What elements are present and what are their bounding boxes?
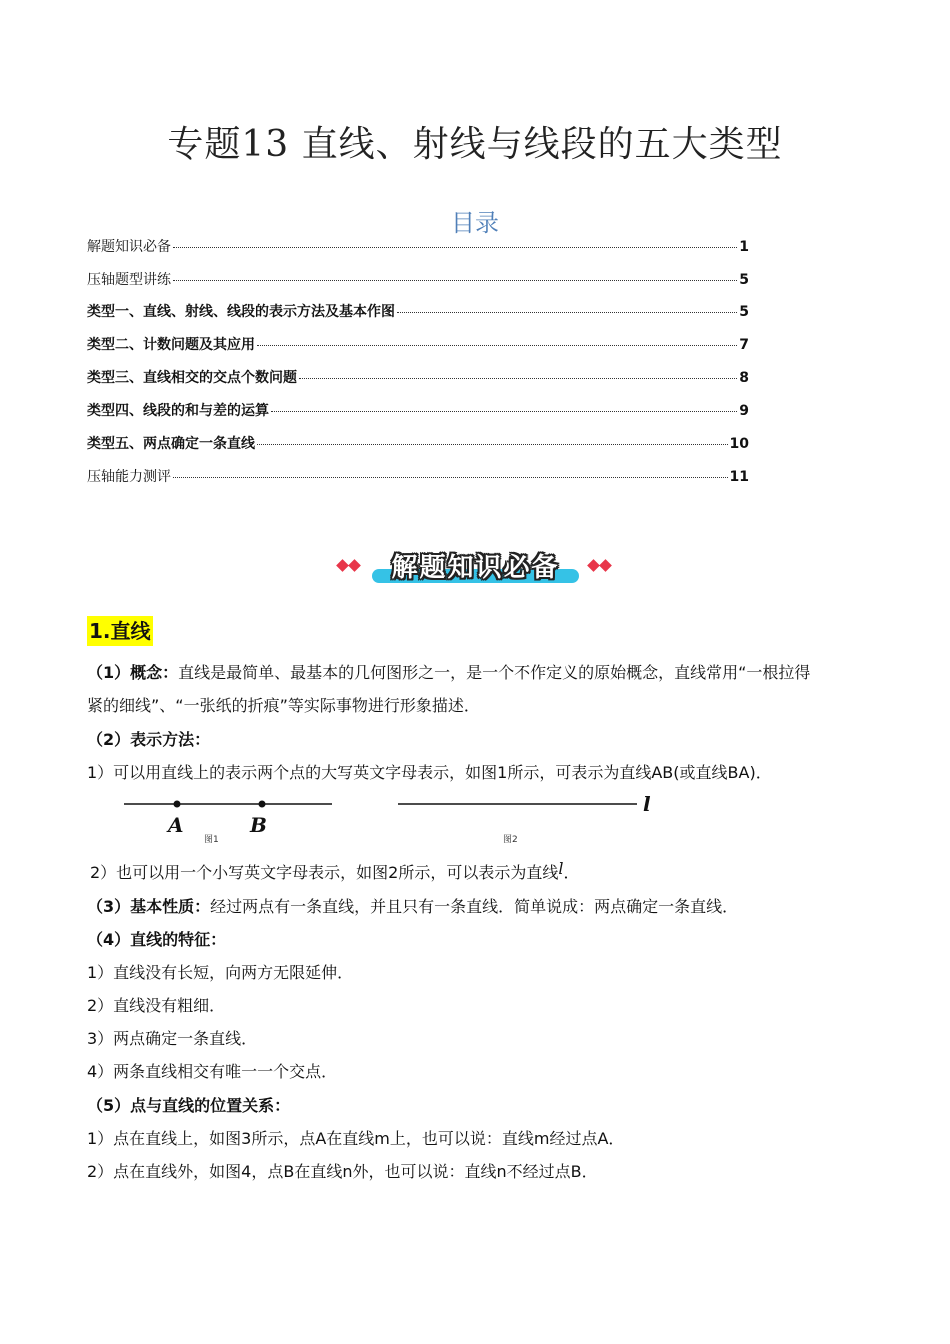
features-label: （4）直线的特征：: [87, 930, 227, 949]
point-b-label: B: [250, 813, 267, 837]
toc-leader-dots: [299, 378, 737, 379]
toc-item[interactable]: [87, 334, 749, 354]
toc-item[interactable]: [87, 367, 749, 387]
concept-text-1: 直线是最简单、最基本的几何图形之一，是一个不作定义的原始概念，直线常用“一根拉得: [178, 663, 811, 682]
repr-line-2-end: ．: [563, 863, 580, 882]
concept-text-2: 紧的细线”、“一张纸的折痕”等实际事物进行形象描述．: [87, 696, 480, 715]
toc-item-page: 5: [739, 272, 749, 288]
banner-title: 解题知识必备: [391, 553, 560, 583]
feature-4: 4）两条直线相交有唯一一个交点．: [87, 1062, 338, 1081]
toc-item-page: 10: [729, 436, 749, 452]
diamond-icon: [587, 559, 600, 572]
toc-item-page: 1: [739, 239, 749, 255]
toc-item-label: 类型五、两点确定一条直线: [87, 436, 255, 452]
repr-label: （2）表示方法：: [87, 730, 211, 749]
repr-line-1: 1）可以用直线上的表示两个点的大写英文字母表示，如图1所示，可表示为直线AB(或直线BA)．: [87, 763, 772, 782]
figure-1: [120, 790, 340, 850]
toc-item-label: 类型四、线段的和与差的运算: [87, 403, 269, 419]
toc-leader-dots: [173, 280, 737, 281]
property-paragraph: [87, 897, 867, 917]
page-title: 专题13 直线、射线与线段的五大类型: [167, 124, 783, 165]
toc-item-label: 类型一、直线、射线、线段的表示方法及基本作图: [87, 304, 395, 320]
section-banner: [335, 545, 620, 590]
repr-line-2-text: 2）也可以用一个小写英文字母表示，如图2所示，可以表示为直线: [90, 863, 559, 882]
toc-item[interactable]: [87, 236, 749, 256]
point-a-dot: [174, 801, 181, 808]
section-heading: 1.直线: [87, 616, 153, 646]
repr-line-2: [90, 859, 870, 883]
feature-2: 2）直线没有粗细．: [87, 996, 226, 1015]
toc-item-label: 类型三、直线相交的交点个数问题: [87, 370, 297, 386]
toc-item-label: 解题知识必备: [87, 239, 171, 255]
figure-2-caption: 图2: [503, 835, 518, 845]
toc-item-label: 压轴能力测评: [87, 469, 171, 485]
position-2: 2）点在直线外，如图4，点B在直线n外，也可以说：直线n不经过点B．: [87, 1162, 598, 1181]
toc-leader-dots: [173, 477, 728, 478]
toc-leader-dots: [397, 312, 737, 313]
toc-leader-dots: [271, 411, 737, 412]
figure-1-caption: 图1: [204, 835, 219, 845]
property-text: 经过两点有一条直线，并且只有一条直线．简单说成：两点确定一条直线．: [210, 897, 739, 916]
toc-item-label: 压轴题型讲练: [87, 272, 171, 288]
repr-line-2-var: l: [558, 859, 564, 878]
toc-item-page: 11: [729, 469, 749, 485]
toc-leader-dots: [257, 444, 728, 445]
feature-3: 3）两点确定一条直线．: [87, 1029, 258, 1048]
toc-item[interactable]: [87, 433, 749, 453]
concept-paragraph: [87, 663, 867, 683]
toc-item-label: 类型二、计数问题及其应用: [87, 337, 255, 353]
figure-2: [395, 795, 645, 815]
point-b-dot: [259, 801, 266, 808]
toc-item-page: 8: [739, 370, 749, 386]
line-l-label: l: [643, 792, 651, 816]
concept-label: （1）概念：: [87, 663, 179, 682]
position-label: （5）点与直线的位置关系：: [87, 1096, 291, 1115]
toc-leader-dots: [257, 345, 737, 346]
diamond-icon: [336, 559, 349, 572]
toc-item[interactable]: [87, 466, 749, 486]
toc-item-page: 5: [739, 304, 749, 320]
diamond-icon: [348, 559, 361, 572]
toc-heading: 目录: [451, 209, 499, 237]
position-1: 1）点在直线上，如图3所示，点A在直线m上，也可以说：直线m经过点A．: [87, 1129, 625, 1148]
toc-item[interactable]: [87, 269, 749, 289]
toc-item[interactable]: [87, 400, 749, 420]
diamond-icon: [599, 559, 612, 572]
toc-item-page: 9: [739, 403, 749, 419]
toc-item[interactable]: [87, 301, 749, 321]
property-label: （3）基本性质：: [87, 897, 211, 916]
feature-1: 1）直线没有长短，向两方无限延伸．: [87, 963, 354, 982]
point-a-label: A: [168, 813, 184, 837]
toc-item-page: 7: [739, 337, 749, 353]
toc-leader-dots: [173, 247, 737, 248]
